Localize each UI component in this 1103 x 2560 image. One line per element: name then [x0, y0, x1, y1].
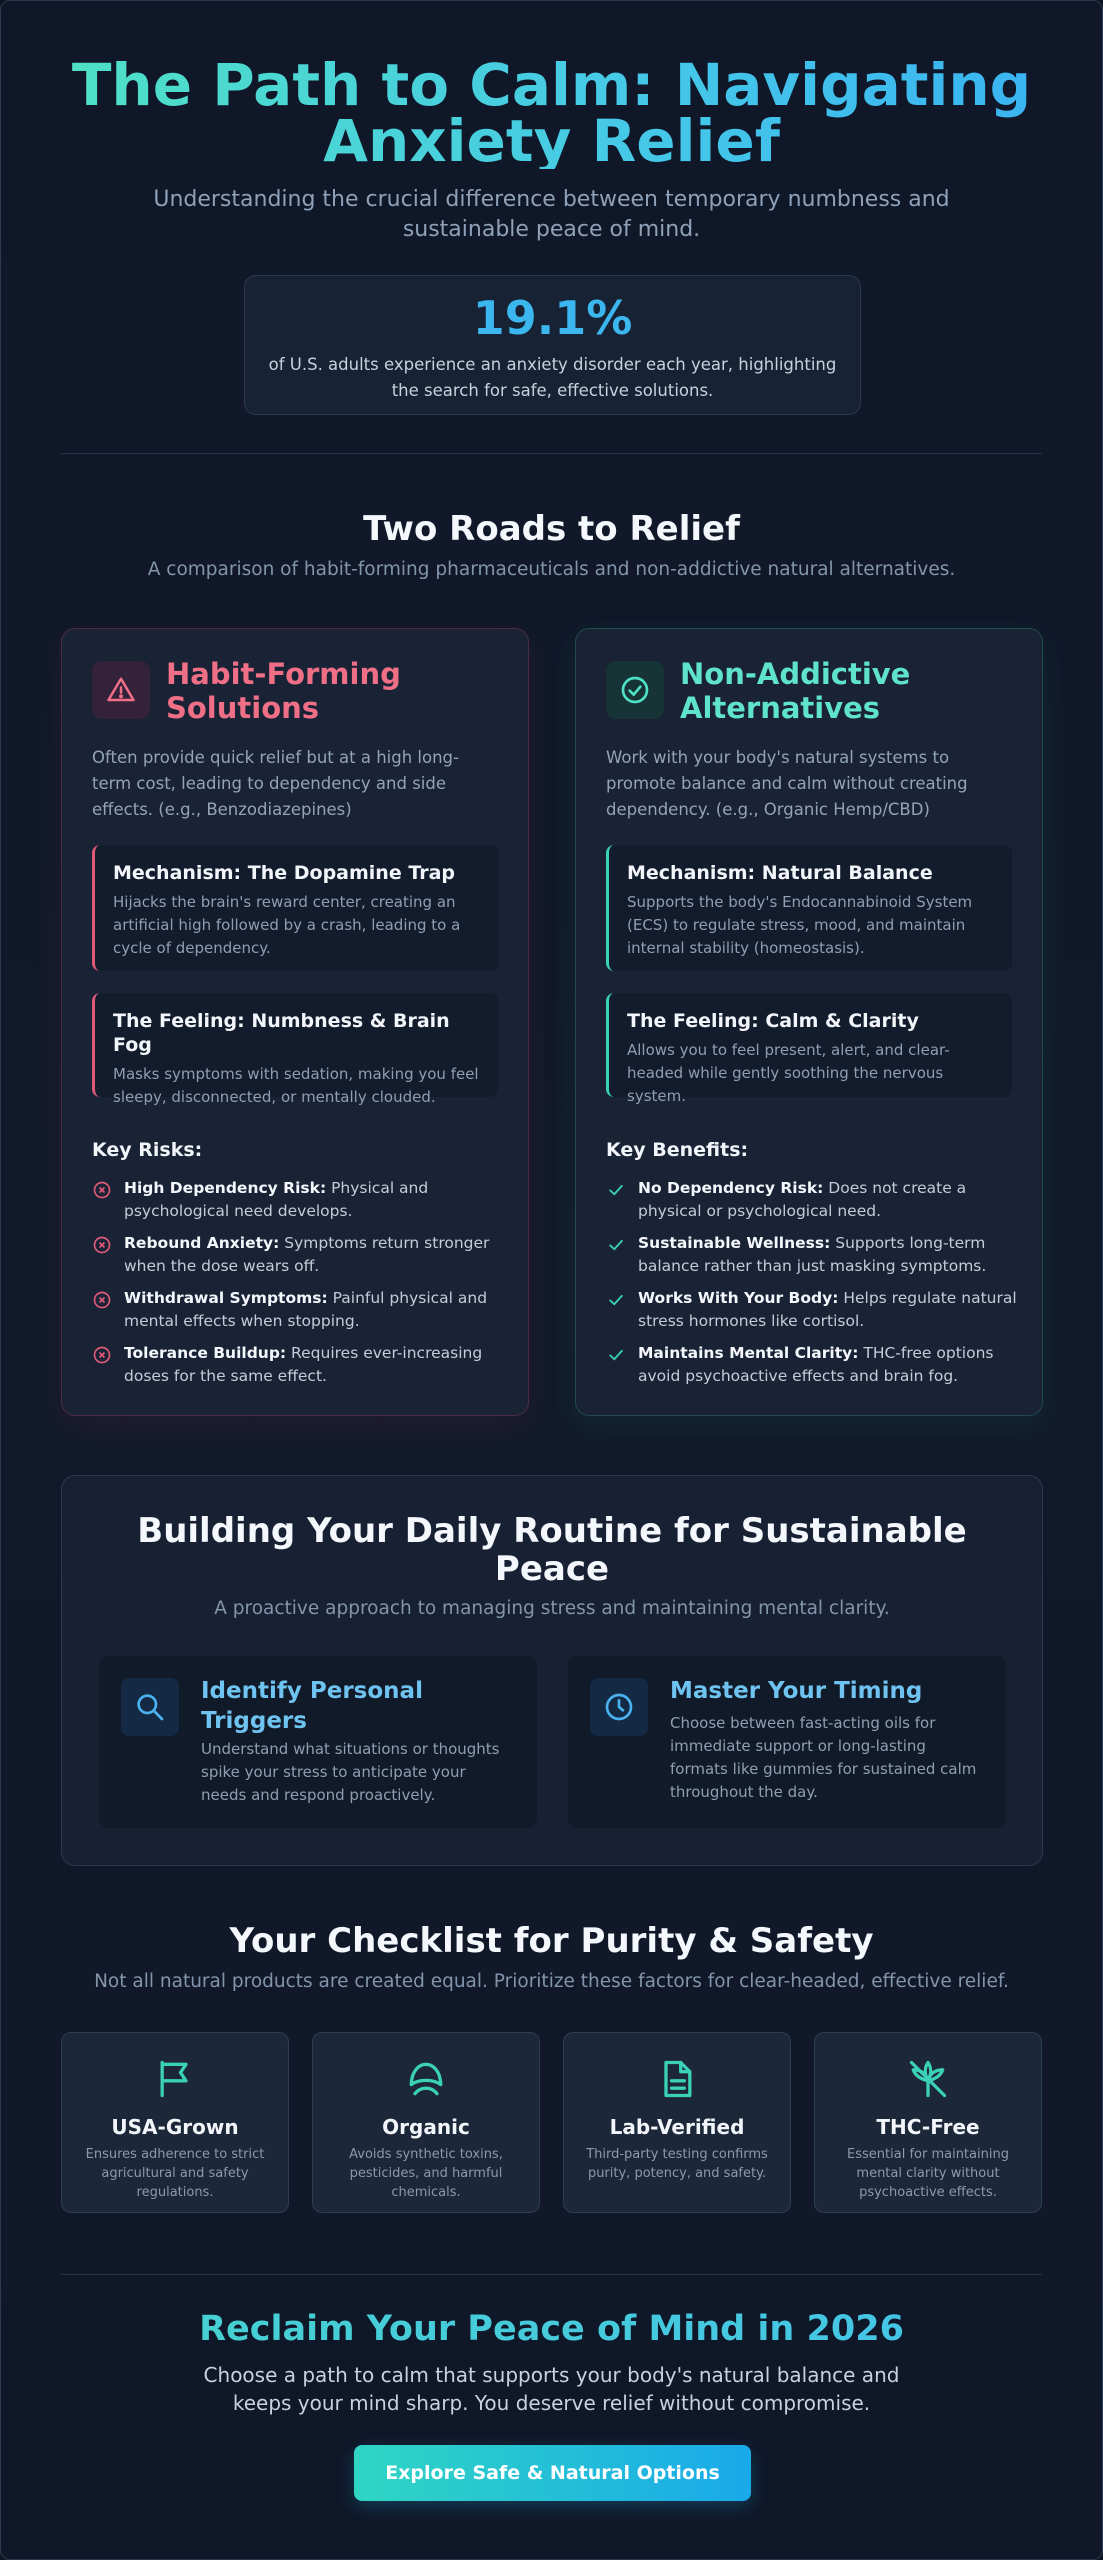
list-item: [606, 1177, 1018, 1232]
daily-routine-section: [61, 1475, 1043, 1866]
benefit-label: Works With Your Body:: [638, 1289, 839, 1307]
risk-text: Physical and psychological need develops.: [124, 1179, 429, 1220]
feeling-box: [606, 993, 1012, 1105]
page-subtitle: Understanding the crucial difference between temporary numbness and sustainable peace of mind.: [153, 187, 950, 242]
benefit-text: Supports long-term balance rather than just masking symptoms.: [638, 1234, 987, 1275]
checklist-item-text: Avoids synthetic toxins, pesticides, and harmful chemicals.: [349, 2147, 503, 2200]
list-item: [92, 1177, 504, 1232]
checkmark-icon: [606, 1235, 626, 1255]
list-item: [92, 1342, 504, 1397]
mechanism-text: Supports the body's Endocannabinoid System (ECS) to regulate stress, mood, and maintain internal stability (homeostasis).: [627, 893, 973, 957]
checklist-item-usa-grown: [61, 2032, 289, 2213]
risk-label: Withdrawal Symptoms:: [124, 1289, 328, 1307]
risk-text: Painful physical and mental effects when stopping.: [124, 1289, 488, 1330]
checklist-item-text: Ensures adherence to strict agricultural and safety regulations.: [85, 2147, 265, 2200]
checklist-item-title: USA-Grown: [111, 2115, 239, 2139]
checklist-item-lab-verified: [563, 2032, 791, 2213]
clock-icon: [590, 1678, 648, 1736]
routine-card-title: Identify Personal Triggers: [201, 1678, 423, 1734]
checklist-item-text: Third-party testing confirms purity, potency, and safety.: [586, 2147, 768, 2181]
key-risks-list: [92, 1177, 504, 1397]
flag-icon: [153, 2057, 197, 2101]
risk-label: Tolerance Buildup:: [124, 1344, 287, 1362]
x-circle-icon: [92, 1180, 112, 1200]
list-item: [92, 1287, 504, 1342]
checklist-subtitle: Not all natural products are created equal. Prioritize these factors for clear-headed, effective relief.: [94, 1971, 1009, 1992]
mechanism-title: Mechanism: The Dopamine Trap: [113, 862, 455, 884]
key-benefits-heading: Key Benefits:: [606, 1139, 749, 1161]
x-circle-icon: [92, 1290, 112, 1310]
feeling-text: Allows you to feel present, alert, and clear-headed while gently soothing the nervous system.: [627, 1041, 950, 1105]
non-addictive-card: [575, 628, 1043, 1416]
search-icon: [121, 1678, 179, 1736]
mechanism-box: [606, 845, 1012, 971]
document-icon: [655, 2057, 699, 2101]
stat-value: 19.1%: [472, 291, 633, 345]
check-circle-icon: [606, 661, 664, 719]
benefit-text: THC-free options avoid psychoactive effects and brain fog.: [638, 1344, 994, 1385]
benefit-label: Maintains Mental Clarity:: [638, 1344, 859, 1362]
non-addictive-description: Work with your body's natural systems to promote balance and calm without creating dependency. (e.g., Organic Hemp/CBD): [606, 748, 968, 819]
x-circle-icon: [92, 1345, 112, 1365]
risk-label: High Dependency Risk:: [124, 1179, 327, 1197]
feeling-title: The Feeling: Calm & Clarity: [627, 1010, 919, 1032]
key-benefits-list: [606, 1177, 1018, 1397]
list-item: [606, 1287, 1018, 1342]
leaf-icon: [404, 2057, 448, 2101]
benefit-text: Does not create a physical or psychological need.: [638, 1179, 967, 1220]
explore-options-button[interactable]: Explore Safe & Natural Options: [354, 2445, 751, 2501]
list-item: [92, 1232, 504, 1287]
no-cannabis-icon: [906, 2057, 950, 2101]
divider: [61, 453, 1042, 454]
stat-box: [244, 275, 861, 415]
feeling-title: The Feeling: Numbness & Brain Fog: [113, 1010, 450, 1056]
list-item: [606, 1342, 1018, 1397]
warning-triangle-icon: [92, 661, 150, 719]
checkmark-icon: [606, 1345, 626, 1365]
risk-label: Rebound Anxiety:: [124, 1234, 280, 1252]
checklist-item-text: Essential for maintaining mental clarity without psychoactive effects.: [847, 2147, 1009, 2200]
list-item: [606, 1232, 1018, 1287]
routine-card-title: Master Your Timing: [670, 1678, 923, 1704]
habit-forming-title: Habit-Forming Solutions: [166, 657, 401, 725]
risk-text: Symptoms return stronger when the dose wears off.: [124, 1234, 490, 1275]
habit-forming-card: [61, 628, 529, 1416]
checklist-item-organic: [312, 2032, 540, 2213]
routine-card-triggers: [99, 1656, 537, 1828]
checklist-item-title: Lab-Verified: [609, 2115, 745, 2139]
mechanism-title: Mechanism: Natural Balance: [627, 862, 933, 884]
routine-card-timing: [568, 1656, 1006, 1828]
benefit-label: No Dependency Risk:: [638, 1179, 824, 1197]
checklist-title: Your Checklist for Purity & Safety: [229, 1921, 874, 1961]
routine-card-text: Understand what situations or thoughts spike your stress to anticipate your needs and respond proactively.: [201, 1740, 500, 1804]
routine-card-text: Choose between fast-acting oils for immediate support or long-lasting formats like gummies for sustained calm throughout the day.: [670, 1714, 977, 1801]
feeling-text: Masks symptoms with sedation, making you feel sleepy, disconnected, or mentally clouded.: [113, 1065, 479, 1106]
roads-title: Two Roads to Relief: [363, 509, 740, 549]
benefit-text: Helps regulate natural stress hormones like cortisol.: [638, 1289, 1017, 1330]
roads-subtitle: A comparison of habit-forming pharmaceuticals and non-addictive natural alternatives.: [147, 559, 956, 580]
routine-title: Building Your Daily Routine for Sustainable Peace: [137, 1511, 967, 1589]
habit-forming-description: Often provide quick relief but at a high long-term cost, leading to dependency and side effects. (e.g., Benzodiazepines): [92, 748, 459, 819]
non-addictive-title: Non-Addictive Alternatives: [680, 657, 911, 725]
routine-subtitle: A proactive approach to managing stress and maintaining mental clarity.: [214, 1598, 890, 1619]
mechanism-box: [92, 845, 498, 971]
key-risks-heading: Key Risks:: [92, 1139, 203, 1161]
checklist-item-thc-free: [814, 2032, 1042, 2213]
mechanism-text: Hijacks the brain's reward center, creating an artificial high followed by a crash, leading to a cycle of dependency.: [113, 893, 461, 957]
cta-title: Reclaim Your Peace of Mind in 2026: [1, 2307, 1102, 2351]
feeling-box: [92, 993, 498, 1106]
page-title: The Path to Calm: Navigating Anxiety Relief: [61, 57, 1042, 169]
checklist-item-title: THC-Free: [876, 2115, 980, 2139]
divider: [61, 2274, 1042, 2275]
risk-text: Requires ever-increasing doses for the same effect.: [124, 1344, 483, 1385]
checklist-item-title: Organic: [382, 2115, 470, 2139]
x-circle-icon: [92, 1235, 112, 1255]
checkmark-icon: [606, 1290, 626, 1310]
stat-description: of U.S. adults experience an anxiety disorder each year, highlighting the search for safe, effective solutions.: [268, 355, 837, 400]
cta-text: Choose a path to calm that supports your body's natural balance and keeps your mind sharp. You deserve relief without compromise.: [203, 2363, 900, 2415]
checkmark-icon: [606, 1180, 626, 1200]
benefit-label: Sustainable Wellness:: [638, 1234, 831, 1252]
